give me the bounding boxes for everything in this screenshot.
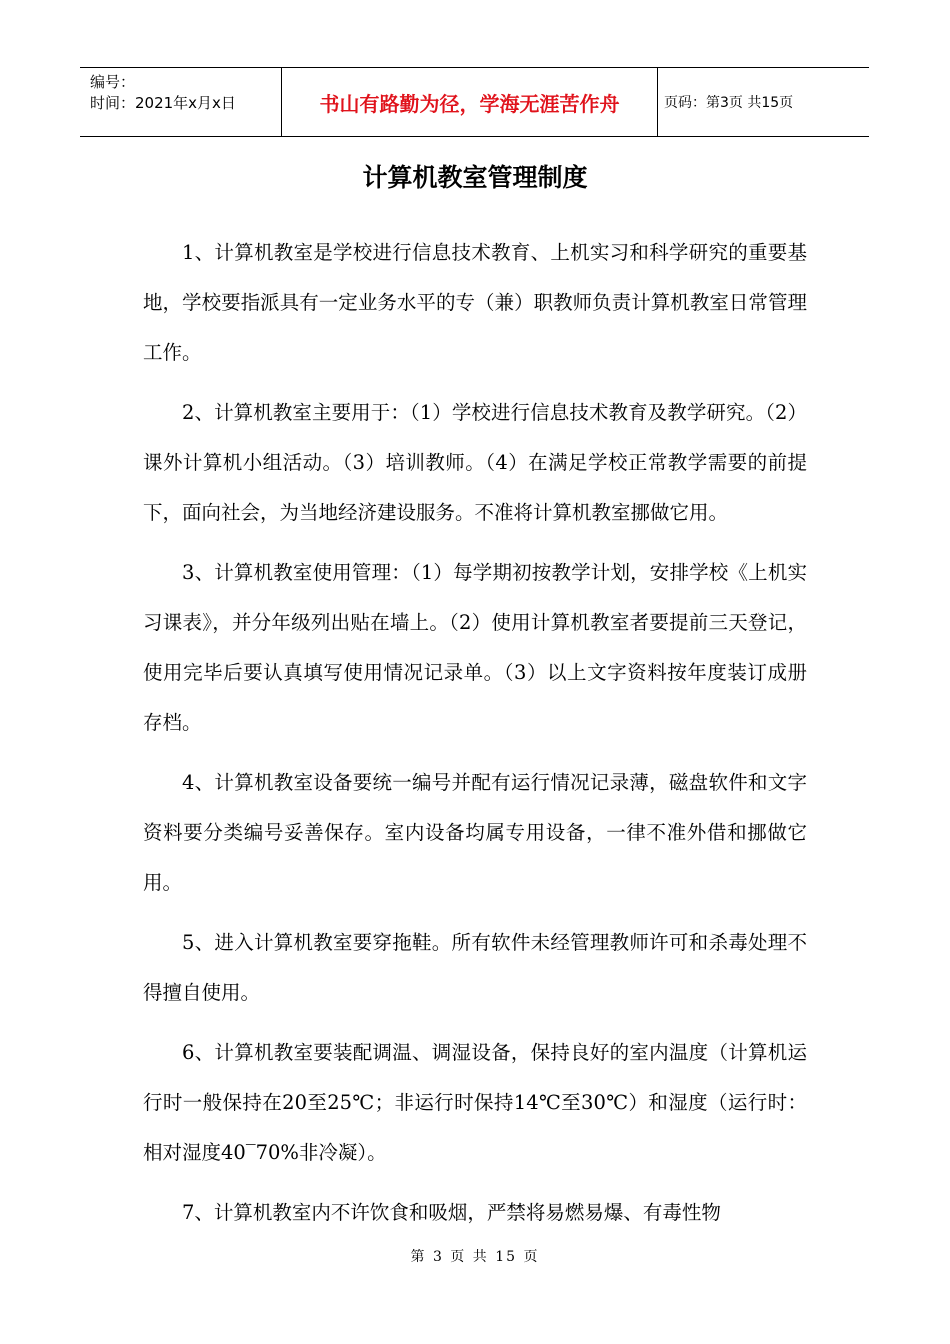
paragraph-4: 4、计算机教室设备要统一编号并配有运行情况记录薄，磁盘软件和文字资料要分类编号妥善保存。室内设备均属专用设备，一律不准外借和挪做它用。 (143, 771, 807, 894)
header-meta-cell (80, 68, 282, 136)
page-footer: 第 3 页 共 15 页 (410, 1249, 540, 1265)
document-body (143, 228, 807, 1248)
paragraph-3: 3、计算机教室使用管理：（1）每学期初按教学计划，安排学校《上机实习课表》，并分年级列出贴在墙上。（2）使用计算机教室者要提前三天登记，使用完毕后要认真填写使用情况记录单。（3）以上文字资料按年度装订成册存档。 (143, 561, 807, 734)
header-motto: 书山有路勤为径，学海无涯苦作舟 (282, 68, 658, 136)
document-header (80, 67, 869, 137)
paragraph-7: 7、计算机教室内不许饮食和吸烟，严禁将易燃易爆、有毒性物 (182, 1201, 721, 1224)
header-page-info: 页码：第3页 共15页 (664, 95, 794, 111)
paragraph-5: 5、进入计算机教室要穿拖鞋。所有软件未经管理教师许可和杀毒处理不得擅自使用。 (143, 931, 807, 1004)
paragraph-2: 2、计算机教室主要用于：（1）学校进行信息技术教育及教学研究。（2）课外计算机小组活动。（3）培训教师。（4）在满足学校正常教学需要的前提下，面向社会，为当地经济建设服务。不准将计算机教室挪做它用。 (143, 401, 807, 524)
document-date-label: 时间：2021年x月x日 (90, 94, 236, 112)
document-title: 计算机教室管理制度 (362, 163, 588, 192)
paragraph-1: 1、计算机教室是学校进行信息技术教育、上机实习和科学研究的重要基地，学校要指派具有一定业务水平的专（兼）职教师负责计算机教室日常管理工作。 (143, 241, 807, 364)
paragraph-6: 6、计算机教室要装配调温、调湿设备，保持良好的室内温度（计算机运行时一般保持在20至25℃；非运行时保持14℃至30℃）和湿度（运行时：相对湿度40‾70%非冷凝）。 (143, 1041, 807, 1164)
document-number-label: 编号： (90, 73, 136, 91)
